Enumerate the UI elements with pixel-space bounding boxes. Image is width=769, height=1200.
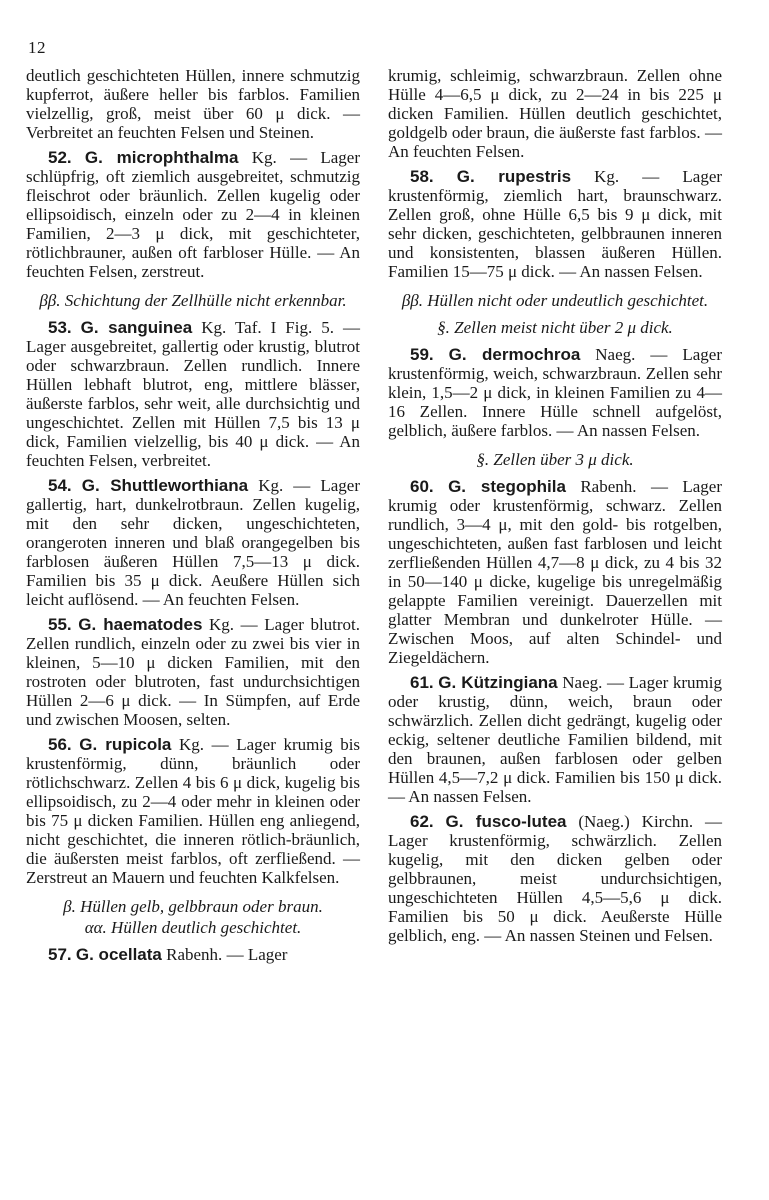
species-entry-61: [388, 673, 722, 806]
section-heading: ββ. Schichtung der Zellhülle nicht erkennbar.: [39, 291, 347, 310]
author-abbrev: Rabenh.: [166, 945, 223, 964]
author-abbrev: Kg.: [251, 148, 277, 167]
subsection-heading: §. Zellen über 3 μ dick.: [476, 450, 634, 469]
species-entry-58: [388, 167, 722, 281]
species-description: — Lager krumig oder krustig, dünn, weich, braun oder schwärzlich. Zellen dicht gedrängt, kugelig oder eckig, seltener deutliche Familien bildend, mit den braunen, außen farblosen oder gelben Hüllen 4,5—7,2 μ dick. Familien bis 150 μ dick. — An nassen Felsen.: [388, 673, 723, 806]
species-name: G. Kützingiana: [438, 673, 558, 692]
subsection-heading: αα. Hüllen deutlich geschichtet.: [84, 918, 302, 937]
entry-number: 60.: [410, 477, 434, 496]
author-abbrev: Kg.: [179, 735, 205, 754]
section-heading: β. Hüllen gelb, gelbbraun oder braun.: [63, 897, 323, 916]
species-entry-60: [388, 477, 722, 667]
continued-text: deutlich geschichteten Hüllen, innere schmutzig kupferrot, äußere heller bis farblos. Familien vielzellig, groß, meist über 60 μ dick. — Verbreitet an feuchten Felsen und Steinen.: [26, 66, 360, 142]
entry-number: 53.: [48, 318, 72, 337]
species-entry-53: [26, 318, 360, 470]
species-entry-57: [26, 945, 360, 964]
species-description: — Lager krustenförmig, weich, schwarzbraun. Zellen sehr klein, 1,5—2 μ dick, in kleinen Familien zu 4—16 Zellen. Innere Hülle schnell aufgelöst, gelblich, äußere farblos. — An nassen Felsen.: [388, 345, 722, 440]
author-abbrev: (Naeg.) Kirchn.: [578, 812, 694, 831]
species-entry-54: [26, 476, 360, 609]
species-entry-62: [388, 812, 722, 945]
author-abbrev: Kg.: [258, 476, 284, 495]
species-name: G. fusco-lutea: [445, 812, 567, 831]
species-name: G. Shuttleworthiana: [81, 476, 249, 495]
entry-number: 52.: [48, 148, 72, 167]
species-description: — Lager: [226, 945, 288, 964]
species-name: G. dermochroa: [448, 345, 581, 364]
entry-number: 62.: [410, 812, 434, 831]
author-abbrev: Rabenh.: [580, 477, 637, 496]
author-abbrev: Naeg.: [595, 345, 636, 364]
entry-number: 61.: [410, 673, 434, 692]
species-name: G. rupicola: [79, 735, 172, 754]
author-abbrev: Kg.: [209, 615, 235, 634]
species-name: G. sanguinea: [80, 318, 193, 337]
author-abbrev: Kg. Taf. I Fig. 5.: [201, 318, 335, 337]
page-number: 12: [28, 38, 46, 57]
entry-number: 55.: [48, 615, 72, 634]
species-name: G. stegophila: [448, 477, 566, 496]
species-description: — Lager blutrot. Zellen rundlich, einzeln oder zu zwei bis vier in kleinen, 5—10 μ dicken Familien, mit den rostroten oder blutroten, fast undurchsichtigen Hüllen 2—6 μ dick. — In Sümpfen, auf Erde und zwischen Moosen, selten.: [26, 615, 361, 729]
continued-text: krumig, schleimig, schwarzbraun. Zellen ohne Hülle 4—6,5 μ dick, zu 2—24 in bis 225 μ dicken Familien. Hüllen deutlich geschichtet, goldgelb oder braun, die äußerste fast farblos. — An feuchten Felsen.: [388, 66, 722, 161]
entry-number: 54.: [48, 476, 72, 495]
species-name: G. haematodes: [78, 615, 203, 634]
species-entry-52: [26, 148, 360, 281]
entry-number: 59.: [410, 345, 434, 364]
species-description: — Lager krustenförmig, ziemlich hart, braunschwarz. Zellen groß, ohne Hülle 6,5 bis 9 μ dick, mit sehr dicken, geschichteten, gelbbraunen inneren und konsistenten, blassen äußeren Hüllen. Familien 15—75 μ dick. — An nassen Felsen.: [388, 167, 723, 281]
author-abbrev: Naeg.: [562, 673, 603, 692]
section-heading: ββ. Hüllen nicht oder undeutlich geschichtet.: [401, 291, 709, 310]
species-entry-55: [26, 615, 360, 729]
entry-number: 58.: [410, 167, 434, 186]
species-description: — Lager schlüpfrig, oft ziemlich ausgebreitet, schmutzig fleischrot oder bräunlich. Zellen kugelig oder ellipsoidisch, einzeln oder zu 2—4 in kleinen Familien, 2—3 μ dick, mit geschichteter, rötlichbrauner, außen oft farbloser Hülle. — An feuchten Felsen, zerstreut.: [26, 148, 360, 281]
species-description: — Lager krustenförmig, schwärzlich. Zellen kugelig, mit den dicken gelben oder gelbbraunen, meist undurchsichtigen, ungeschichteten Hüllen 4,5—5,6 μ dick. Familien bis 50 μ dick. Aeußerste Hülle gelblich, eng. — An nassen Steinen und Felsen.: [388, 812, 722, 945]
species-description: — Lager gallertig, hart, dunkelrotbraun. Zellen kugelig, mit den sehr dicken, ungeschichteten, orangeroten inneren und blaß orangegelben bis farblosen äußeren Hüllen 7,5—13 μ dick. Familien bis 35 μ dick. Aeußere Hüllen sich leicht auflösend. — An feuchten Felsen.: [26, 476, 361, 609]
entry-number: 56.: [48, 735, 72, 754]
species-description: — Lager krumig bis krustenförmig, dünn, bräunlich oder rötlichschwarz. Zellen 4 bis 6 μ dick, kugelig bis ellipsoidisch, zu 2—4 oder mehr in kleinen oder bis 75 μ dicken Familien. Hüllen eng anliegend, nicht geschichtet, die inneren rötlich-bräunlich, die äußersten meist farblos, oft zerfließend. — Zerstreut an Mauern und feuchten Kalkfelsen.: [26, 735, 361, 887]
left-column: [26, 66, 360, 966]
species-name: G. microphthalma: [84, 148, 239, 167]
author-abbrev: Kg.: [594, 167, 620, 186]
subsection-heading: §. Zellen meist nicht über 2 μ dick.: [437, 318, 673, 337]
species-description: — Lager krumig oder krustenförmig, schwarz. Zellen rundlich, 3—4 μ, mit den gold- bis rotgelben, ungeschichteten, außen fast farblosen und leicht zerfließenden Hüllen 4,7—8 μ dick, zu 4 bis 32 in 50—140 μ dicke, kugelige bis unregelmäßig gelappte Familien vereinigt. Dauerzellen mit glatter Membran und dunkelroter Hülle. — Zwischen Moos, auf alten Schindel- und Ziegeldächern.: [388, 477, 723, 667]
species-entry-59: [388, 345, 722, 440]
species-description: — Lager ausgebreitet, gallertig oder krustig, blutrot oder schwarzbraun. Zellen rundlich. Innere Hüllen lebhaft blutrot, eng, mittlere blässer, äußerste farblos, sehr weit, alle durchsichtig und ungeschichtet. Zellen mit Hüllen 7,5 bis 13 μ dick, Familien vielzellig, bis 40 μ dick. — An feuchten Felsen, verbreitet.: [26, 318, 361, 470]
right-column: [388, 66, 722, 947]
species-entry-56: [26, 735, 360, 887]
entry-number: 57.: [48, 945, 72, 964]
species-name: G. rupestris: [456, 167, 572, 186]
species-name: G. ocellata: [75, 945, 162, 964]
